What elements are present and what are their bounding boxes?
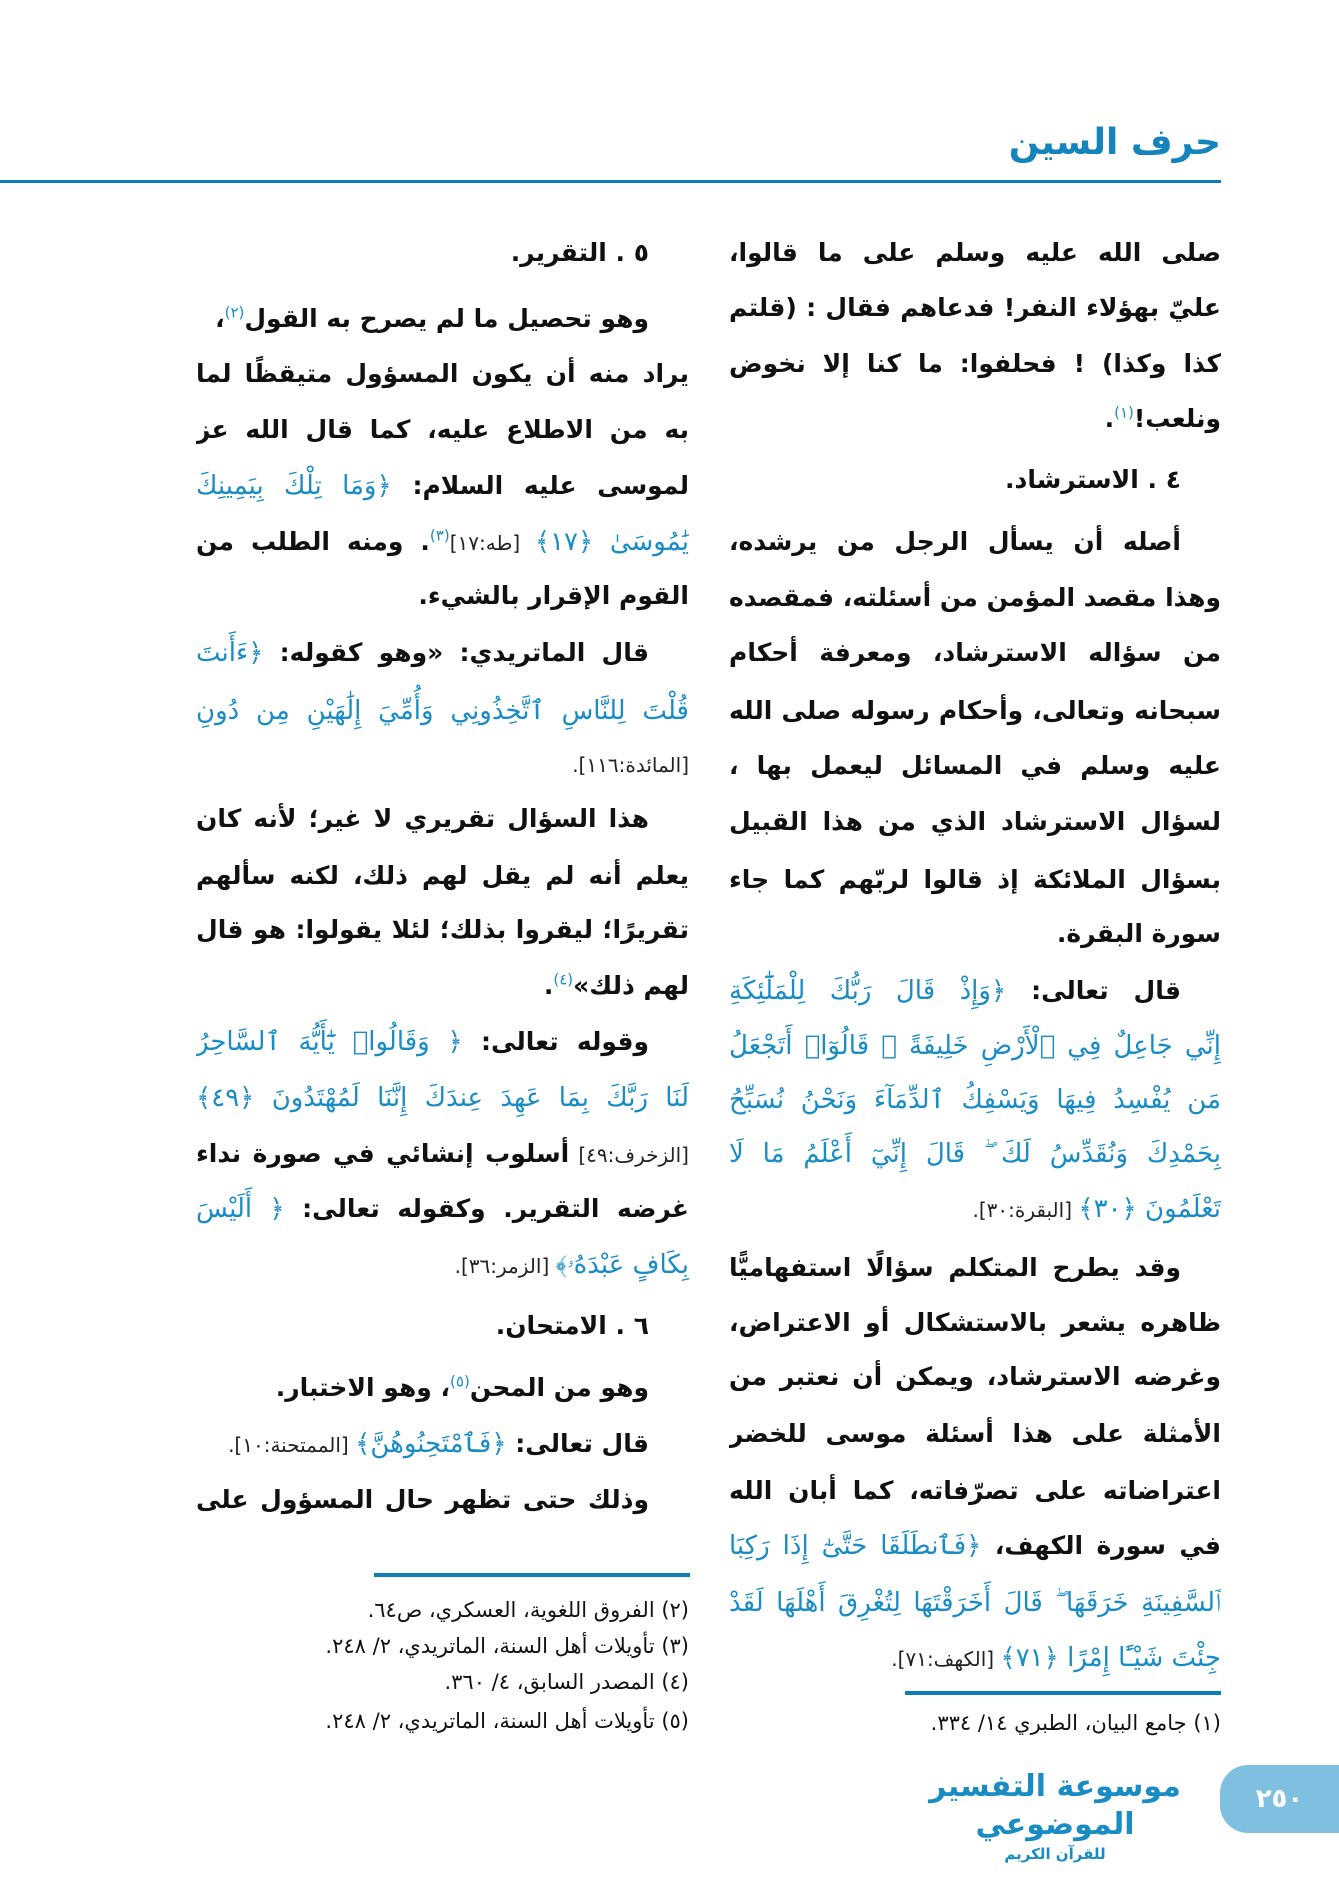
text-segment: صلى الله عليه وسلم على ما قالوا، [729,238,1221,267]
text-segment: عليه وسلم في المسائل ليعمل بها ، [729,751,1221,780]
footnote-marker[interactable]: (٥) [450,1372,470,1391]
footnote-marker[interactable]: (٢) [224,303,245,322]
text-line [729,963,1181,1019]
text-segment: ظاهره يشعر بالاستشكال أو الاعتراض، [729,1308,1221,1337]
text-line [196,736,689,792]
text-line [196,1237,689,1293]
verse-reference: [البقرة:٣٠]. [972,1198,1079,1222]
quran-verse: يَٰمُوسَىٰ ﴿١٧﴾ [534,527,689,557]
text-line [196,625,649,681]
text-line [196,1181,689,1237]
text-segment: اعتراضاته على تصرّفاته، كما أبان الله [729,1476,1221,1505]
text-segment: . ومنه الطلب من [196,527,430,556]
text-segment: ، وهو الاختبار. [275,1373,451,1402]
text-segment: . [543,971,554,1000]
text-line [729,225,1221,281]
footnote-marker[interactable]: (١) [1114,403,1134,422]
text-line [729,1349,1221,1405]
text-line [729,1181,1221,1237]
text-line [729,852,1221,908]
text-segment: ، [215,304,225,333]
text-segment: يعلم أنه لم يقل لهم ذلك، لكنه سألهم [196,861,689,890]
text-segment: . [1104,404,1115,433]
quran-verse: إِنِّي جَاعِلٌ فِي ٱلْأَرْضِ خَلِيفَةً ۖ قَالُوٓا۟ أَتَجْعَلُ [729,1031,1221,1061]
section-heading [196,1298,649,1354]
text-segment: هذا السؤال تقريري لا غير؛ لأنه كان [196,804,649,833]
text-line [196,1472,649,1528]
text-line [729,1630,1221,1686]
text-segment: به من الاطلاع عليه، كما قال الله عز [196,415,689,444]
text-line [729,336,1221,392]
text-line [729,1575,1221,1631]
section-heading [729,452,1181,508]
text-line [196,291,649,347]
quran-verse: ﴿وَإِذْ قَالَ رَبُّكَ لِلْمَلَٰٓئِكَةِ [729,976,1007,1006]
text-line [196,1126,689,1182]
verse-reference: [الزخرف:٤٩] [569,1143,689,1167]
quran-verse: ﴿فَٱمْتَحِنُوهُنَّ﴾ [355,1429,507,1459]
logo-subtitle: للقرآن الكريم [1004,1845,1106,1863]
verse-reference: [الزمر:٣٦]. [454,1254,556,1278]
text-line [729,570,1221,626]
text-segment: أصله أن يسأل الرجل من يرشده، [729,527,1181,556]
text-line [729,1240,1181,1296]
text-segment: ٥ . التقرير. [510,238,649,267]
logo-title: موسوعة التفسير الموضوعي [929,1769,1181,1842]
quran-verse: بِحَمْدِكَ وَنُقَدِّسُ لَكَ ۖ قَالَ إِنِّيٓ أَعْلَمُ مَا لَا [729,1139,1221,1169]
text-segment: بسؤال الملائكة إذ قالوا لربّهم كما جاء [729,865,1221,894]
footnote-marker[interactable]: (٤) [553,970,574,989]
text-segment: لهم ذلك» [573,971,689,1000]
text-line [729,1518,1221,1574]
text-segment: وقد يطرح المتكلم سؤالًا استفهاميًّا [729,1253,1181,1282]
text-segment: في سورة الكهف، [981,1531,1221,1560]
text-segment: ٤ . الاسترشاد. [1005,465,1181,494]
verse-reference: [طه:١٧] [449,531,535,555]
text-line [729,906,1221,962]
text-segment: قال الماتريدي: «وهو كقوله: [263,638,649,667]
text-line [196,1070,689,1126]
text-segment: وهو من المحن [469,1373,649,1402]
quran-verse: لَنَا رَبَّكَ بِمَا عَهِدَ عِندَكَ إِنَّنَا لَمُهْتَدُونَ ﴿٤٩﴾ [196,1083,689,1113]
quran-verse: ﴿فَٱنطَلَقَا حَتَّىٰٓ إِذَا رَكِبَا [729,1531,982,1561]
section-heading [196,225,649,281]
text-line [729,1018,1221,1074]
text-segment: وهو تحصيل ما لم يصرح به القول [244,304,649,333]
text-line [196,1360,649,1416]
text-segment: الأمثلة على هذا أسئلة موسى للخضر [729,1419,1221,1448]
text-segment: قال تعالى: [506,1429,649,1458]
header-rule [0,180,1221,183]
text-segment: لسؤال الاسترشاد الذي من هذا القبيل [729,807,1221,836]
text-segment: أسلوب إنشائي في صورة نداء [196,1139,570,1168]
footnote: (٥) تأويلات أهل السنة، الماتريدي، ٢/ ٢٤٨. [325,1709,689,1733]
footnote-divider-left [374,1573,690,1577]
text-line [196,458,689,514]
text-segment: تقريرًا؛ ليقروا بذلك؛ لئلا يقولوا: هو قال [196,915,689,944]
text-line [729,683,1221,739]
verse-reference: [الكهف:٧١]. [891,1647,1001,1671]
quran-verse: ﴿وَمَا تِلْكَ بِيَمِينِكَ [196,471,392,501]
text-line [729,391,1221,447]
verse-reference: [الممتحنة:١٠]. [228,1433,356,1457]
text-segment: لموسى عليه السلام: [391,471,689,500]
quran-verse: مَن يُفْسِدُ فِيهَا وَيَسْفِكُ ٱلدِّمَآءَ وَنَحْنُ نُسَبِّحُ [729,1085,1221,1115]
text-line [196,902,689,958]
encyclopedia-logo [920,1768,1190,1864]
quran-verse: ﴿ءَأَنتَ [196,638,264,668]
text-line [729,514,1181,570]
quran-verse: ﴿ وَقَالُوا۟ يَٰٓأَيُّهَ ٱلسَّاحِرُ [196,1027,463,1057]
text-line [196,514,689,570]
text-line [729,1295,1221,1351]
footnote: (٤) المصدر السابق، ٤/ ٣٦٠. [444,1670,689,1694]
text-line [196,1416,649,1472]
text-line [196,958,689,1014]
text-line [196,1014,649,1070]
quran-verse: قُلْتَ لِلنَّاسِ ٱتَّخِذُونِي وَأُمِّيَ إِلَٰهَيْنِ مِن دُونِ [196,696,689,726]
footnote: (٣) تأويلات أهل السنة، الماتريدي، ٢/ ٢٤٨. [325,1634,689,1658]
text-segment: غرضه التقرير. وكقوله تعالى: [284,1194,689,1223]
footnote: (١) جامع البيان، الطبري ١٤/ ٣٣٤. [930,1711,1221,1735]
footnote: (٢) الفروق اللغوية، العسكري، ص٦٤. [367,1598,689,1622]
text-line [196,791,649,847]
text-segment: وهذا مقصد المؤمن من أسئلته، فمقصده [729,583,1221,612]
text-line [729,1406,1221,1462]
text-line [196,346,689,402]
quran-verse: بِكَافٍ عَبْدَهُۥ﴾ [555,1250,689,1280]
text-line [729,1126,1221,1182]
text-segment: وقوله تعالى: [462,1027,649,1056]
text-segment: قال تعالى: [1006,976,1181,1005]
text-line [196,848,689,904]
text-segment: ٦ . الامتحان. [495,1311,649,1340]
text-segment: كذا وكذا) ! فحلفوا: ما كنا إلا نخوض [729,349,1221,378]
text-segment: وذلك حتى تظهر حال المسؤول على [196,1485,649,1514]
text-segment: عليّ بهؤلاء النفر! فدعاهم فقال : (قلتم [729,293,1221,322]
text-line [729,1463,1221,1519]
quran-verse: جِئْتَ شَيْـًٔا إِمْرًا ﴿٧١﴾ [1000,1643,1221,1673]
text-line [196,402,689,458]
text-segment: سبحانه وتعالى، وأحكام رسوله صلى الله [729,696,1221,725]
text-segment: سورة البقرة. [1056,919,1221,948]
text-line [729,625,1221,681]
text-line [729,794,1221,850]
text-line [729,738,1221,794]
text-segment: من سؤاله الاسترشاد، ومعرفة أحكام [729,638,1221,667]
quran-verse: ٱلسَّفِينَةِ خَرَقَهَا ۖ قَالَ أَخَرَقْتَهَا لِتُغْرِقَ أَهْلَهَا لَقَدْ [729,1588,1221,1618]
verse-reference: [المائدة:١١٦]. [572,753,689,777]
text-line [196,683,689,739]
text-line [729,280,1221,336]
quran-verse: تَعْلَمُونَ ﴿٣٠﴾ [1078,1194,1221,1224]
page-number: ٢٥٠ [1220,1765,1339,1833]
text-line [196,568,689,624]
quran-verse: ﴿ أَلَيْسَ [196,1194,285,1224]
footnote-marker[interactable]: (٣) [429,526,450,545]
text-segment: يراد منه أن يكون المسؤول متيقظًا لما [196,359,689,388]
text-segment: القوم الإقرار بالشيء. [418,581,689,610]
text-segment: ونلعب! [1133,404,1221,433]
footnote-divider-right [905,1691,1221,1695]
text-segment: وغرضه الاسترشاد، ويمكن أن نعتبر من [729,1362,1221,1391]
chapter-title: حرف السين [1008,122,1221,163]
text-line [729,1072,1221,1128]
